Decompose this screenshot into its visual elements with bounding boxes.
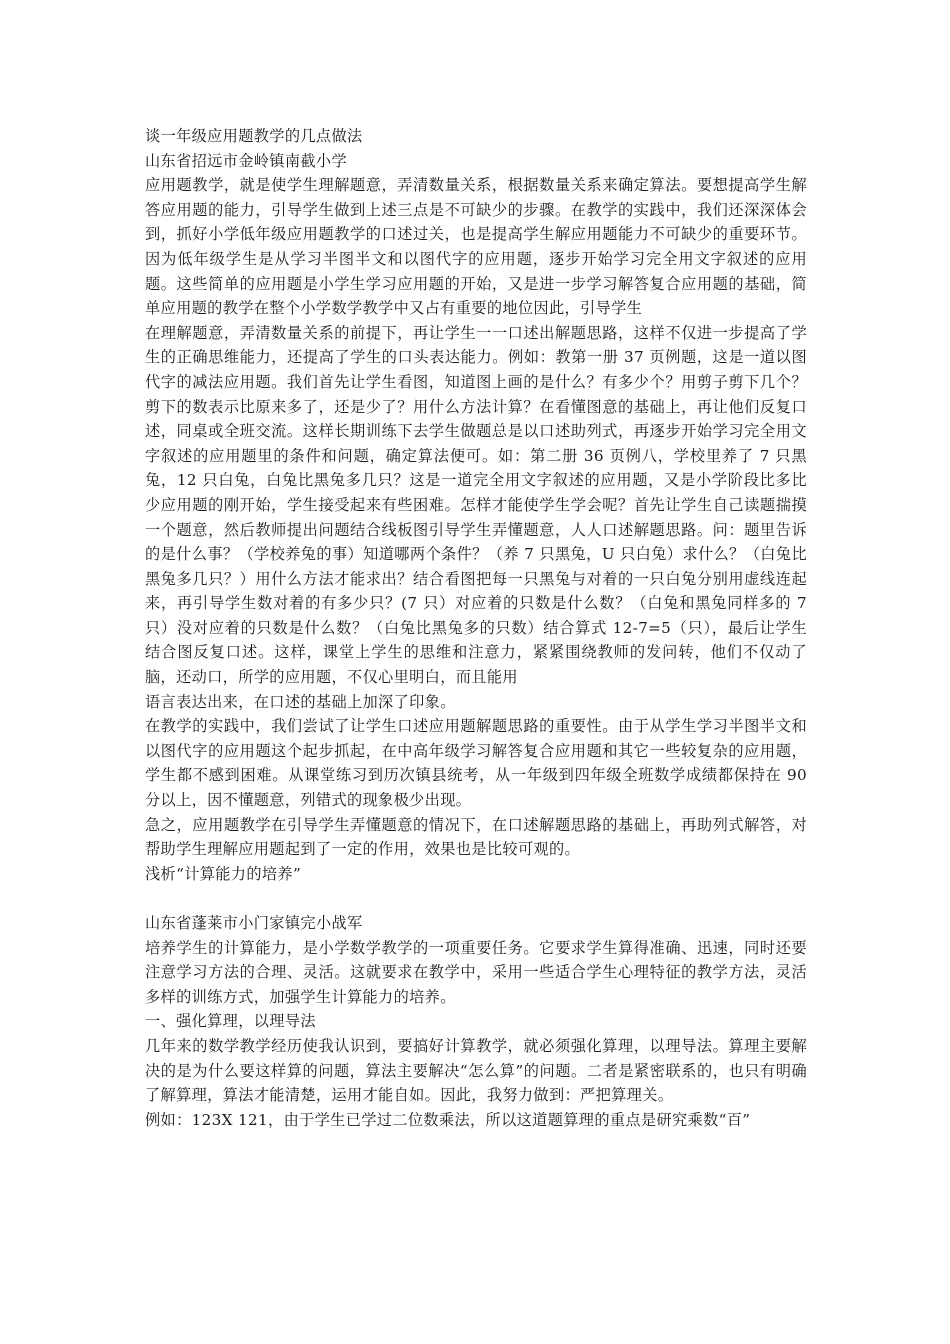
article-paragraph: 例如：123X 121，由于学生已学过二位数乘法，所以这道题算理的重点是研究乘数“百”: [145, 1110, 751, 1129]
article-paragraph: 在教学的实践中，我们尝试了让学生口述应用题解题思路的重要性。由于从学生学习半图半文和以图代字的应用题这个起步抓起，在中高年级学习解答复合应用题和其它一些较复杂的应用题，学生都不感到困难。从课堂练习到历次镇县统考，从一年级到四年级全班数学成绩都保持在 90 分以上，因不懂题意，列错式的现象极少出现。: [145, 717, 807, 810]
article-title: 浅析“计算能力的培养”: [145, 864, 302, 883]
article-paragraph: 几年来的数学教学经历使我认识到，要搞好计算教学，就必须强化算理，以理导法。算理主要解决的是为什么要这样算的问题，算法主要解决“怎么算”的问题。二者是紧密联系的，也只有明确了解算理，算法才能清楚，运用才能自如。因此，我努力做到：严把算理关。: [145, 1036, 807, 1105]
article-paragraph: 培养学生的计算能力，是小学数学教学的一项重要任务。它要求学生算得准确、迅速，同时还要注意学习方法的合理、灵活。这就要求在教学中，采用一些适合学生心理特征的教学方法，灵活多样的训练方式，加强学生计算能力的培养。: [145, 938, 807, 1006]
article-author: 山东省蓬莱市小门家镇完小战军: [145, 914, 363, 932]
article-paragraph: 在理解题意，弄清数量关系的前提下，再让学生一一口述出解题思路，这样不仅进一步提高了学生的正确思维能力，还提高了学生的口头表达能力。例如：教第一册 37 页例题，这是一道以图代字的减法应用题。我们首先让学生看图，知道图上画的是什么？有多少个？用剪子剪下几个？剪下的数表示比原来多了，还是少了？用什么方法计算？在看懂图意的基础上，再让他们反复口述，同桌或全班交流。这样长期训练下去学生做题总是以口述助列式，再逐步开始学习完全用文字叙述的应用题里的条件和问题，确定算法便可。如：第二册 36 页例八，学校里养了 7 只黑兔，12 只白兔，白兔比黑兔多几只？这是一道完全用文字叙述的应用题，又是小学阶段比多比少应用题的刚开始，学生接受起来有些困难。怎样才能使学生学会呢？首先让学生自己读题揣摸一个题意，然后教师提出问题结合线板图引导学生弄懂题意，人人口述解题思路。问：题里告诉的是什么事？（学校养兔的事）知道哪两个条件？（养 7 只黑兔，U 只白兔）求什么？（白兔比黑兔多几只？）用什么方法才能求出？结合看图把每一只黑兔与对着的一只白兔分别用虚线连起来，再引导学生数对着的有多少只？(7 只）对应着的只数是什么数？（白兔和黑兔同样多的 7 只）没对应着的只数是什么数？（白兔比黑兔多的只数）结合算式 12-7=5（只），最后让学生结合图反复口述。这样，课堂上学生的思维和注意力，紧紧围绕教师的发问转，他们不仅动了脑，还动口，所学的应用题，不仅心里明白，而且能用: [145, 323, 807, 687]
document-body: [145, 124, 807, 1132]
article-paragraph: 急之，应用题教学在引导学生弄懂题意的情况下，在口述解题思路的基础上，再助列式解答，对帮助学生理解应用题起到了一定的作用，效果也是比较可观的。: [145, 815, 807, 859]
article-title: 谈一年级应用题教学的几点做法: [145, 127, 363, 145]
article-author: 山东省招远市金岭镇南截小学: [145, 151, 347, 170]
blank-line: [145, 886, 807, 911]
section-heading: 一、强化算理，以理导法: [145, 1012, 316, 1031]
article-paragraph: 语言表达出来，在口述的基础上加深了印象。: [145, 692, 456, 711]
article-paragraph: 应用题教学，就是使学生理解题意，弄清数量关系，根据数量关系来确定算法。要想提高学生解答应用题的能力，引导学生做到上述三点是不可缺少的步骤。在教学的实践中，我们还深深体会到，抓好小学低年级应用题教学的口述过关，也是提高学生解应用题能力不可缺少的重要环节。因为低年级学生是从学习半图半文和以图代字的应用题，逐步开始学习完全用文字叙述的应用题。这些简单的应用题是小学生学习应用题的开始，又是进一步学习解答复合应用题的基础，简单应用题的教学在整个小学数学教学中又占有重要的地位因此，引导学生: [145, 176, 807, 318]
